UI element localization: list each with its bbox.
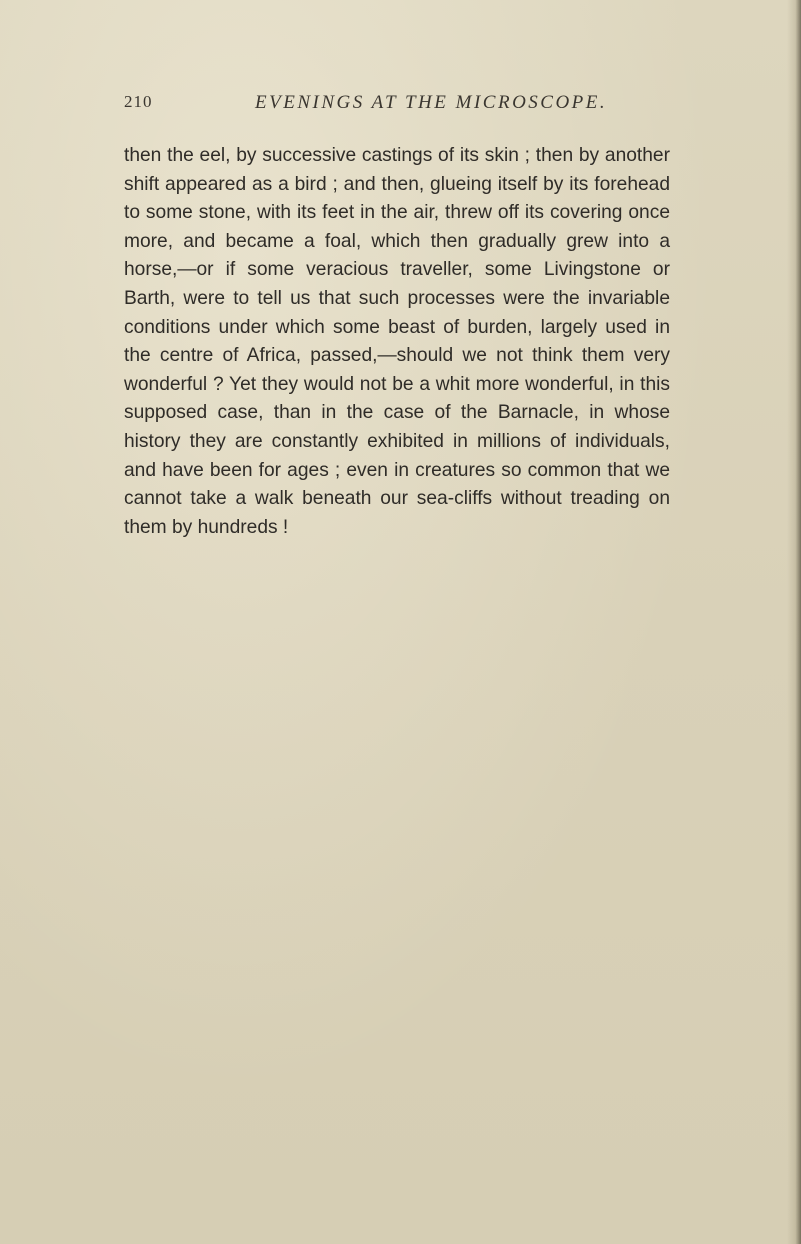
body-paragraph: then the eel, by successive castings of its skin ; then by another shift appeared as a bird ; and then, glueing itself by its forehead to some stone, with its feet in the air, threw off its covering once more, and became a foal, which then gradually grew into a horse,—or if some veracious traveller, some Livingstone or Barth, were to tell us that such processes were the invariable conditions under which some beast of burden, largely used in the centre of Africa, passed,—should we not think them very wonderful ? Yet they would not be a whit more wonderful, in this supposed case, than in the case of the Barnacle, in whose history they are constantly exhibited in millions of individuals, and have been for ages ; even in creatures so common that we cannot take a walk beneath our sea-cliffs without treading on them by hundreds !	[124, 145, 670, 538]
running-title: EVENINGS AT THE MICROSCOPE.	[255, 92, 608, 113]
page-number: 210	[124, 92, 153, 111]
page-edge-shadow	[787, 0, 801, 1244]
page-header	[124, 92, 644, 122]
